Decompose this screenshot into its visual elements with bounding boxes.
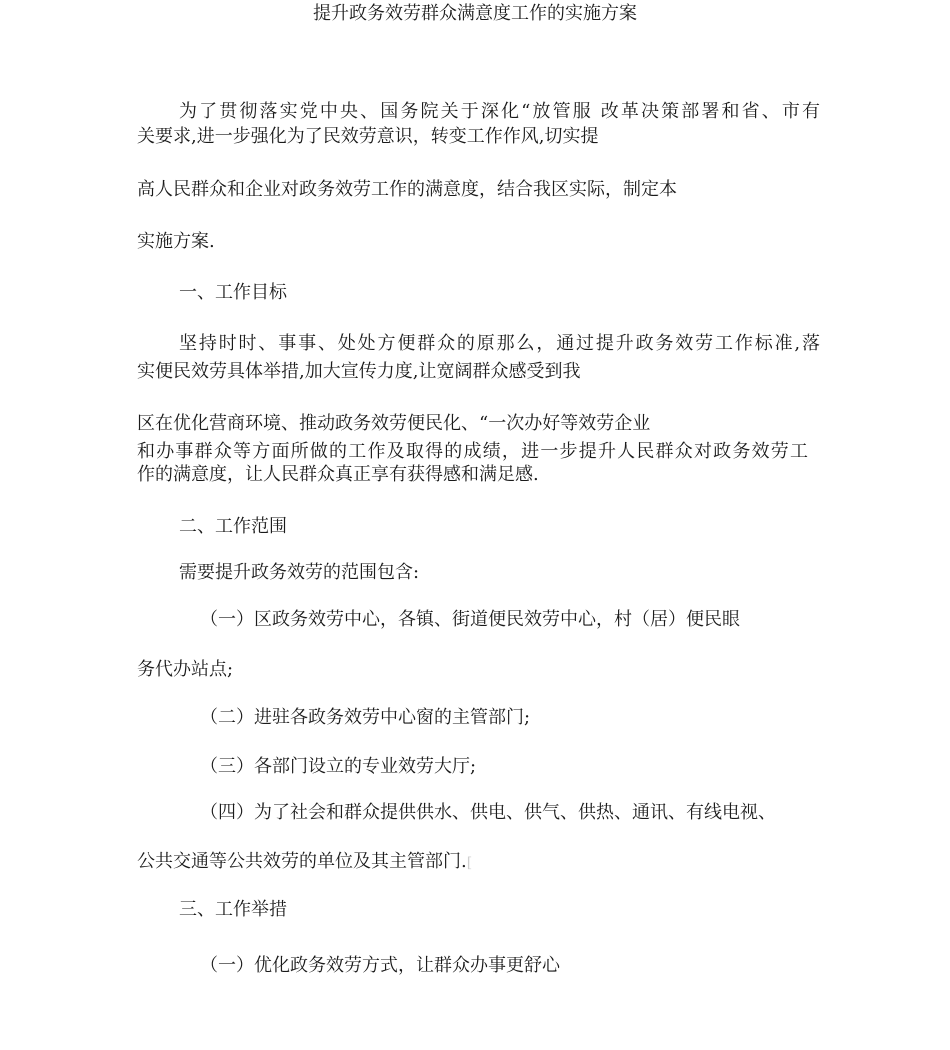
- measures-item-1: （一）优化政务效劳方式，让群众办事更舒心: [200, 955, 560, 976]
- intro-line-3: 高人民群众和企业对政务效劳工作的满意度，结合我区实际，制定本: [137, 179, 677, 200]
- scope-item-1-line-1: （一）区政务效劳中心，各镇、街道便民效劳中心，村（居）便民眼: [200, 609, 740, 630]
- section-heading-scope: 二、工作范围: [179, 516, 287, 537]
- scope-item-2: （二）进驻各政务效劳中心窗的主管部门;: [200, 707, 531, 728]
- scope-lead: 需要提升政务效劳的范围包含:: [179, 562, 420, 583]
- goals-line-5: 作的满意度，让人民群众真正享有获得感和满足感.: [137, 464, 539, 485]
- intro-line-2: 关要求,进一步强化为了民效劳意识，转变工作作风,切实提: [137, 126, 599, 147]
- goals-line-2: 实便民效劳具体举措,加大宣传力度,让宽阔群众感受到我: [137, 361, 581, 382]
- scope-item-1-line-2: 务代办站点;: [137, 659, 234, 680]
- scope-item-4-line-2: [137, 851, 472, 874]
- document-title: 提升政务效劳群众满意度工作的实施方案: [313, 3, 637, 24]
- goals-line-4: 和办事群众等方面所做的工作及取得的成绩，进一步提升人民群众对政务效劳工: [137, 441, 808, 462]
- bracket-mark: [: [466, 855, 473, 871]
- section-heading-goals: 一、工作目标: [179, 282, 287, 303]
- section-heading-measures: 三、工作举措: [179, 899, 287, 920]
- intro-line-1: 为了贯彻落实党中央、国务院关于深化“放管服 改革决策部署和省、市有: [179, 101, 820, 122]
- goals-line-1: 坚持时时、事事、处处方便群众的原那么，通过提升政务效劳工作标准,落: [179, 333, 820, 354]
- scope-item-3: （三）各部门设立的专业效劳大厅;: [200, 756, 477, 777]
- scope-item-4-line-1: （四）为了社会和群众提供供水、供电、供气、供热、通讯、有线电视、: [200, 802, 776, 823]
- goals-line-3: 区在优化营商环境、推动政务效劳便民化、“一次办好等效劳企业: [137, 413, 651, 434]
- intro-line-4: 实施方案.: [137, 231, 215, 252]
- scope-item-4-line-2-text: 公共交通等公共效劳的单位及其主管部门.: [137, 851, 467, 872]
